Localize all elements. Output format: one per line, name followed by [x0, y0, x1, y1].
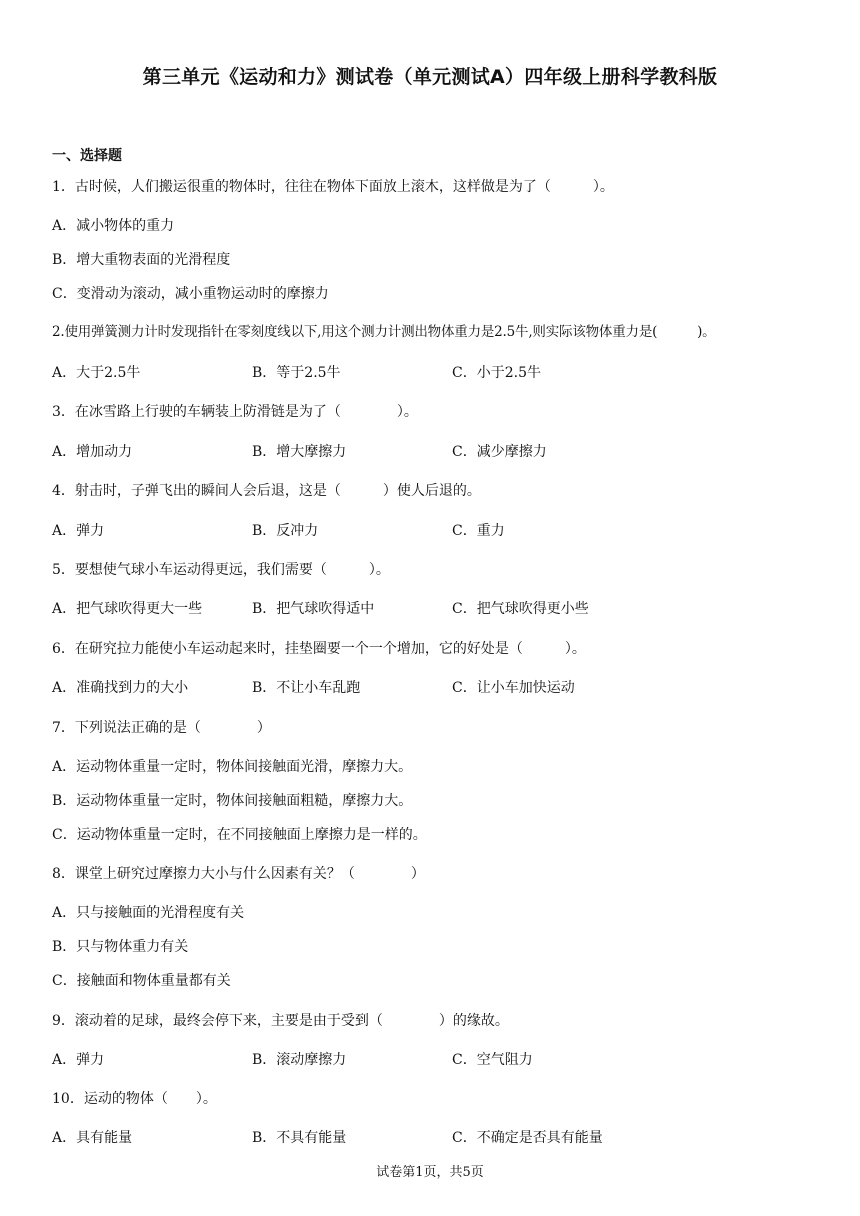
section-heading: 一、选择题 [52, 148, 122, 164]
question-8-option-b: B．只与物体重力有关 [52, 939, 189, 955]
question-4-option-b: B．反冲力 [252, 523, 319, 539]
question-1-stem: 1．古时候，人们搬运很重的物体时，往往在物体下面放上滚木，这样做是为了（ ）。 [52, 179, 614, 195]
page-footer: 试卷第1页，共5页 [376, 1165, 484, 1180]
question-10-stem: 10．运动的物体（ ）。 [52, 1091, 217, 1107]
question-8-option-c: C．接触面和物体重量都有关 [52, 973, 231, 989]
question-10-option-b: B．不具有能量 [252, 1130, 347, 1146]
question-5-option-b: B．把气球吹得适中 [252, 601, 375, 617]
question-9-stem: 9．滚动着的足球，最终会停下来，主要是由于受到（ ）的缘故。 [52, 1013, 509, 1029]
question-4-stem: 4．射击时，子弹飞出的瞬间人会后退，这是（ ）使人后退的。 [52, 483, 481, 499]
question-1-option-c: C．变滑动为滚动，减小重物运动时的摩擦力 [52, 286, 329, 302]
question-4-option-a: A．弹力 [52, 523, 105, 539]
page-title: 第三单元《运动和力》测试卷（单元测试A）四年级上册科学教科版 [142, 66, 718, 88]
question-2-option-c: C．小于2.5牛 [452, 365, 541, 381]
question-6-stem: 6．在研究拉力能使小车运动起来时，挂垫圈要一个一个增加，它的好处是（ ）。 [52, 641, 586, 657]
question-10-option-c: C．不确定是否具有能量 [452, 1130, 603, 1146]
question-6-option-c: C．让小车加快运动 [452, 680, 575, 696]
question-9-option-c: C．空气阻力 [452, 1052, 533, 1068]
question-9-option-b: B．滚动摩擦力 [252, 1052, 347, 1068]
question-9-option-a: A．弹力 [52, 1052, 105, 1068]
question-3-option-b: B．增大摩擦力 [252, 444, 347, 460]
question-6-option-b: B．不让小车乱跑 [252, 680, 361, 696]
question-2-option-b: B．等于2.5牛 [252, 365, 341, 381]
question-2-option-a: A．大于2.5牛 [52, 365, 141, 381]
question-7-option-b: B．运动物体重量一定时，物体间接触面粗糙，摩擦力大。 [52, 793, 413, 809]
question-10-option-a: A．具有能量 [52, 1130, 133, 1146]
question-5-option-c: C．把气球吹得更小些 [452, 601, 589, 617]
question-3-option-a: A．增加动力 [52, 444, 133, 460]
question-7-option-c: C．运动物体重量一定时，在不同接触面上摩擦力是一样的。 [52, 827, 427, 843]
question-6-option-a: A．准确找到力的大小 [52, 680, 189, 696]
question-5-stem: 5．要想使气球小车运动得更远，我们需要（ ）。 [52, 562, 390, 578]
question-4-option-c: C．重力 [452, 523, 505, 539]
question-1-option-a: A．减小物体的重力 [52, 218, 175, 234]
question-7-stem: 7．下列说法正确的是（ ） [52, 720, 271, 736]
question-7-option-a: A．运动物体重量一定时，物体间接触面光滑，摩擦力大。 [52, 759, 413, 775]
question-3-stem: 3．在冰雪路上行驶的车辆装上防滑链是为了（ ）。 [52, 404, 418, 420]
question-8-option-a: A．只与接触面的光滑程度有关 [52, 905, 245, 921]
question-2-stem: 2.使用弹簧测力计时发现指针在零刻度线以下,用这个测力计测出物体重力是2.5牛,则实际该物体重力是( )。 [52, 324, 716, 340]
question-1-option-b: B．增大重物表面的光滑程度 [52, 252, 231, 268]
question-3-option-c: C．减少摩擦力 [452, 444, 547, 460]
question-8-stem: 8．课堂上研究过摩擦力大小与什么因素有关？（ ） [52, 866, 425, 882]
question-5-option-a: A．把气球吹得更大一些 [52, 601, 203, 617]
